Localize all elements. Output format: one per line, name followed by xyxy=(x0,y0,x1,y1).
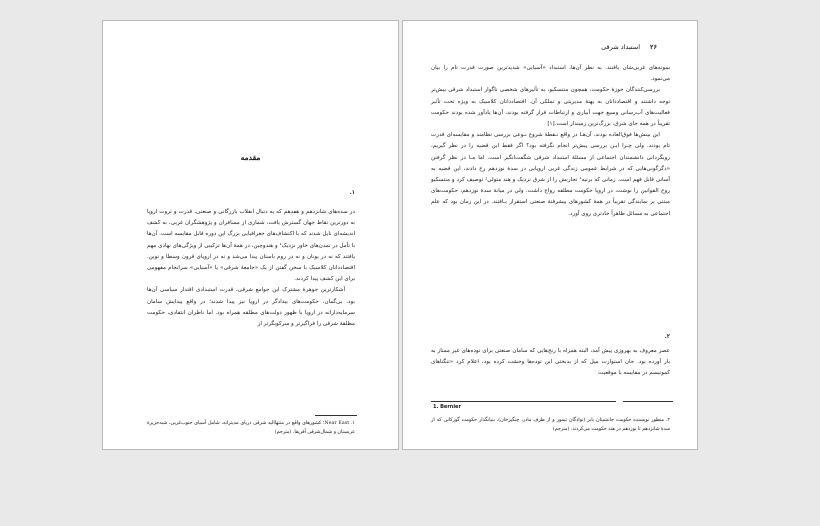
paragraph: آشکارترین جوهرهٔ مشترک این جوامع شرقی، قدرت استبدادی اقتدار سیاسی آن‌ها بود. بی‌گمان، حکومت‌های بیدادگر در اروپا نیز پیدا شدند؛ در واقع پیدایش سامان سرمایه‌دارانه در اروپا با ظهور دولت‌های مطلقه همراه بود. اما ناظران انتقادی، حکومت مطلقهٔ شرقی را فراگیرتر و سرکوبگرتر از xyxy=(147,287,355,328)
footnote-divider xyxy=(315,415,357,416)
footnote: ۱. Near East؛ کشورهای واقع در منتهاالیه شرقی دریای مدیترانه، شامل آسیای جنوب‌غربی، شبه‌جزیرهٔ عربستان و شمال‌شرقی آفریقا. (مترجم) xyxy=(147,421,355,435)
paragraph: در سده‌های شانزدهم و هفدهم که به دنبال انقلاب بازرگانی و صنعتی، قدرت و ثروت اروپا به دورترین نقاط جهان گسترش یافت، شماری از مسافران و پژوهشگران غربی، به کشف اندیشه‌ای نایل شدند که با اکتشاف‌های جغرافیایی بزرگ این دوره قابل مقایسه است. آن‌ها با تأمل در تمدن‌های خاور نزدیک¹ و هندوچین، در همهٔ آن‌ها ترکیبی از ویژگی‌های نهادی مهم یافتند که نه در یونان و نه در روم باستان پیدا می‌شد و نه در اروپای قرون وسطا و نوین. اقتصاددانان کلاسیک با سخن گفتن از یک «جامعهٔ شرقی» یا «آسیایی» سرانجام مفهومی برای این کشف پیدا کردند. xyxy=(147,209,356,283)
paragraph: نمونه‌های غربی‌شان یافتند. به نظر آن‌ها، استبداد «آسیایی» شدیدترین صورت قدرت تام را بیان می‌نمود. xyxy=(431,65,670,83)
right-page xyxy=(402,20,698,450)
footnote-divider xyxy=(623,401,673,402)
running-title: استبداد شرقی xyxy=(601,43,641,51)
footnote-divider xyxy=(431,401,616,402)
section-number: ۲. xyxy=(664,333,670,340)
paragraph: عصر معروف به بهروزی پیش آمد، البته همراه با رنج‌هایی که سامان صنعتی برای توده‌های غیر ممتاز به بار آورده بود. جان استوارت میل که از بدبختی این توده‌ها وحشت کرده بود، اعلام کرد «تنگناهای کمونیسم در مقایسه با موقعیت xyxy=(431,348,670,377)
running-header xyxy=(443,43,657,51)
paragraph: این بینش‌ها فوق‌العاده بودند. آن‌هـا در واقع نـقطهٔ شروع نـوعی بررسی نظامند و مقایسه‌ای قدرت تام بودند. ولی چـرا ایـن بررسی پیش‌تر انجام نگرفته بود؟ اگر فقط این قضیه را در نظر گیریم، رویگردانی دانشمندان اجتماعی از مسئلهٔ استبداد شرقی شگفت‌انگیز است. اما مـا در نظر گرفتن «دگرگونی‌هایی که در شرایط عمومی زندگی غربی اروپایی در سدهٔ نوزدهم رخ دادند، این قضیه به آسانی قابل فهم است. زمانی که برنیه¹ تجاربش را از شرق نزدیک و هند متولی⁲ توصیف کرد و منتسکیو روح القوانین را نوشت، در اروپا حکومت مطلقه رواج داشت. ولی در میانهٔ سدهٔ نوزدهم، حکومت‌های مبتنی بر نمایندگی تقریباً در همهٔ کشورهای پیشرفتهٔ صنعتی استقرار یـافتند. در این زمان بود که علم اجتماعی به مسائل ظاهراً حادتری روی آورد. xyxy=(431,132,670,217)
left-page xyxy=(102,20,399,450)
body-text xyxy=(431,346,670,380)
section-number: ۱. xyxy=(349,189,355,196)
footnote: ۲. منظور نویسنده حکومت جانشینان بابر (نوادگان تیمور و از طرف مادر، چنگیزخان)، بنیانگذار حکومت گورکانی که از سدهٔ شانزدهم تا نوزدهم در هند حکومت می‌کردند. (مترجم) xyxy=(431,418,670,432)
footnote-latin: 1. Bernier xyxy=(433,404,461,410)
body-text xyxy=(147,207,355,330)
body-text xyxy=(431,63,670,220)
chapter-title: مقدمه xyxy=(240,153,261,162)
paragraph: بررسی‌کنندگان حوزهٔ حکومت، همچون منتسکیو، به تأثیرهای شخصی ناگوار استبداد شرقی بیش‌تر توجه داشتند و اقتصاددانان به پهنهٔ مدیریتی و تملکی آن. اقتصاددانان کلاسیک به ویژه تحت تأثیر فعالیت‌های آب‌رسانی وسیع جهت آبیاری و ارتباطات قرار گرفته بودند. آن‌ها یادآور شده بودند حکومت تقریباً در همه جای شرق، بزرگ‌ترین زمیندار است.[۱] xyxy=(431,87,670,128)
page-number: ۲۶ xyxy=(650,43,657,51)
